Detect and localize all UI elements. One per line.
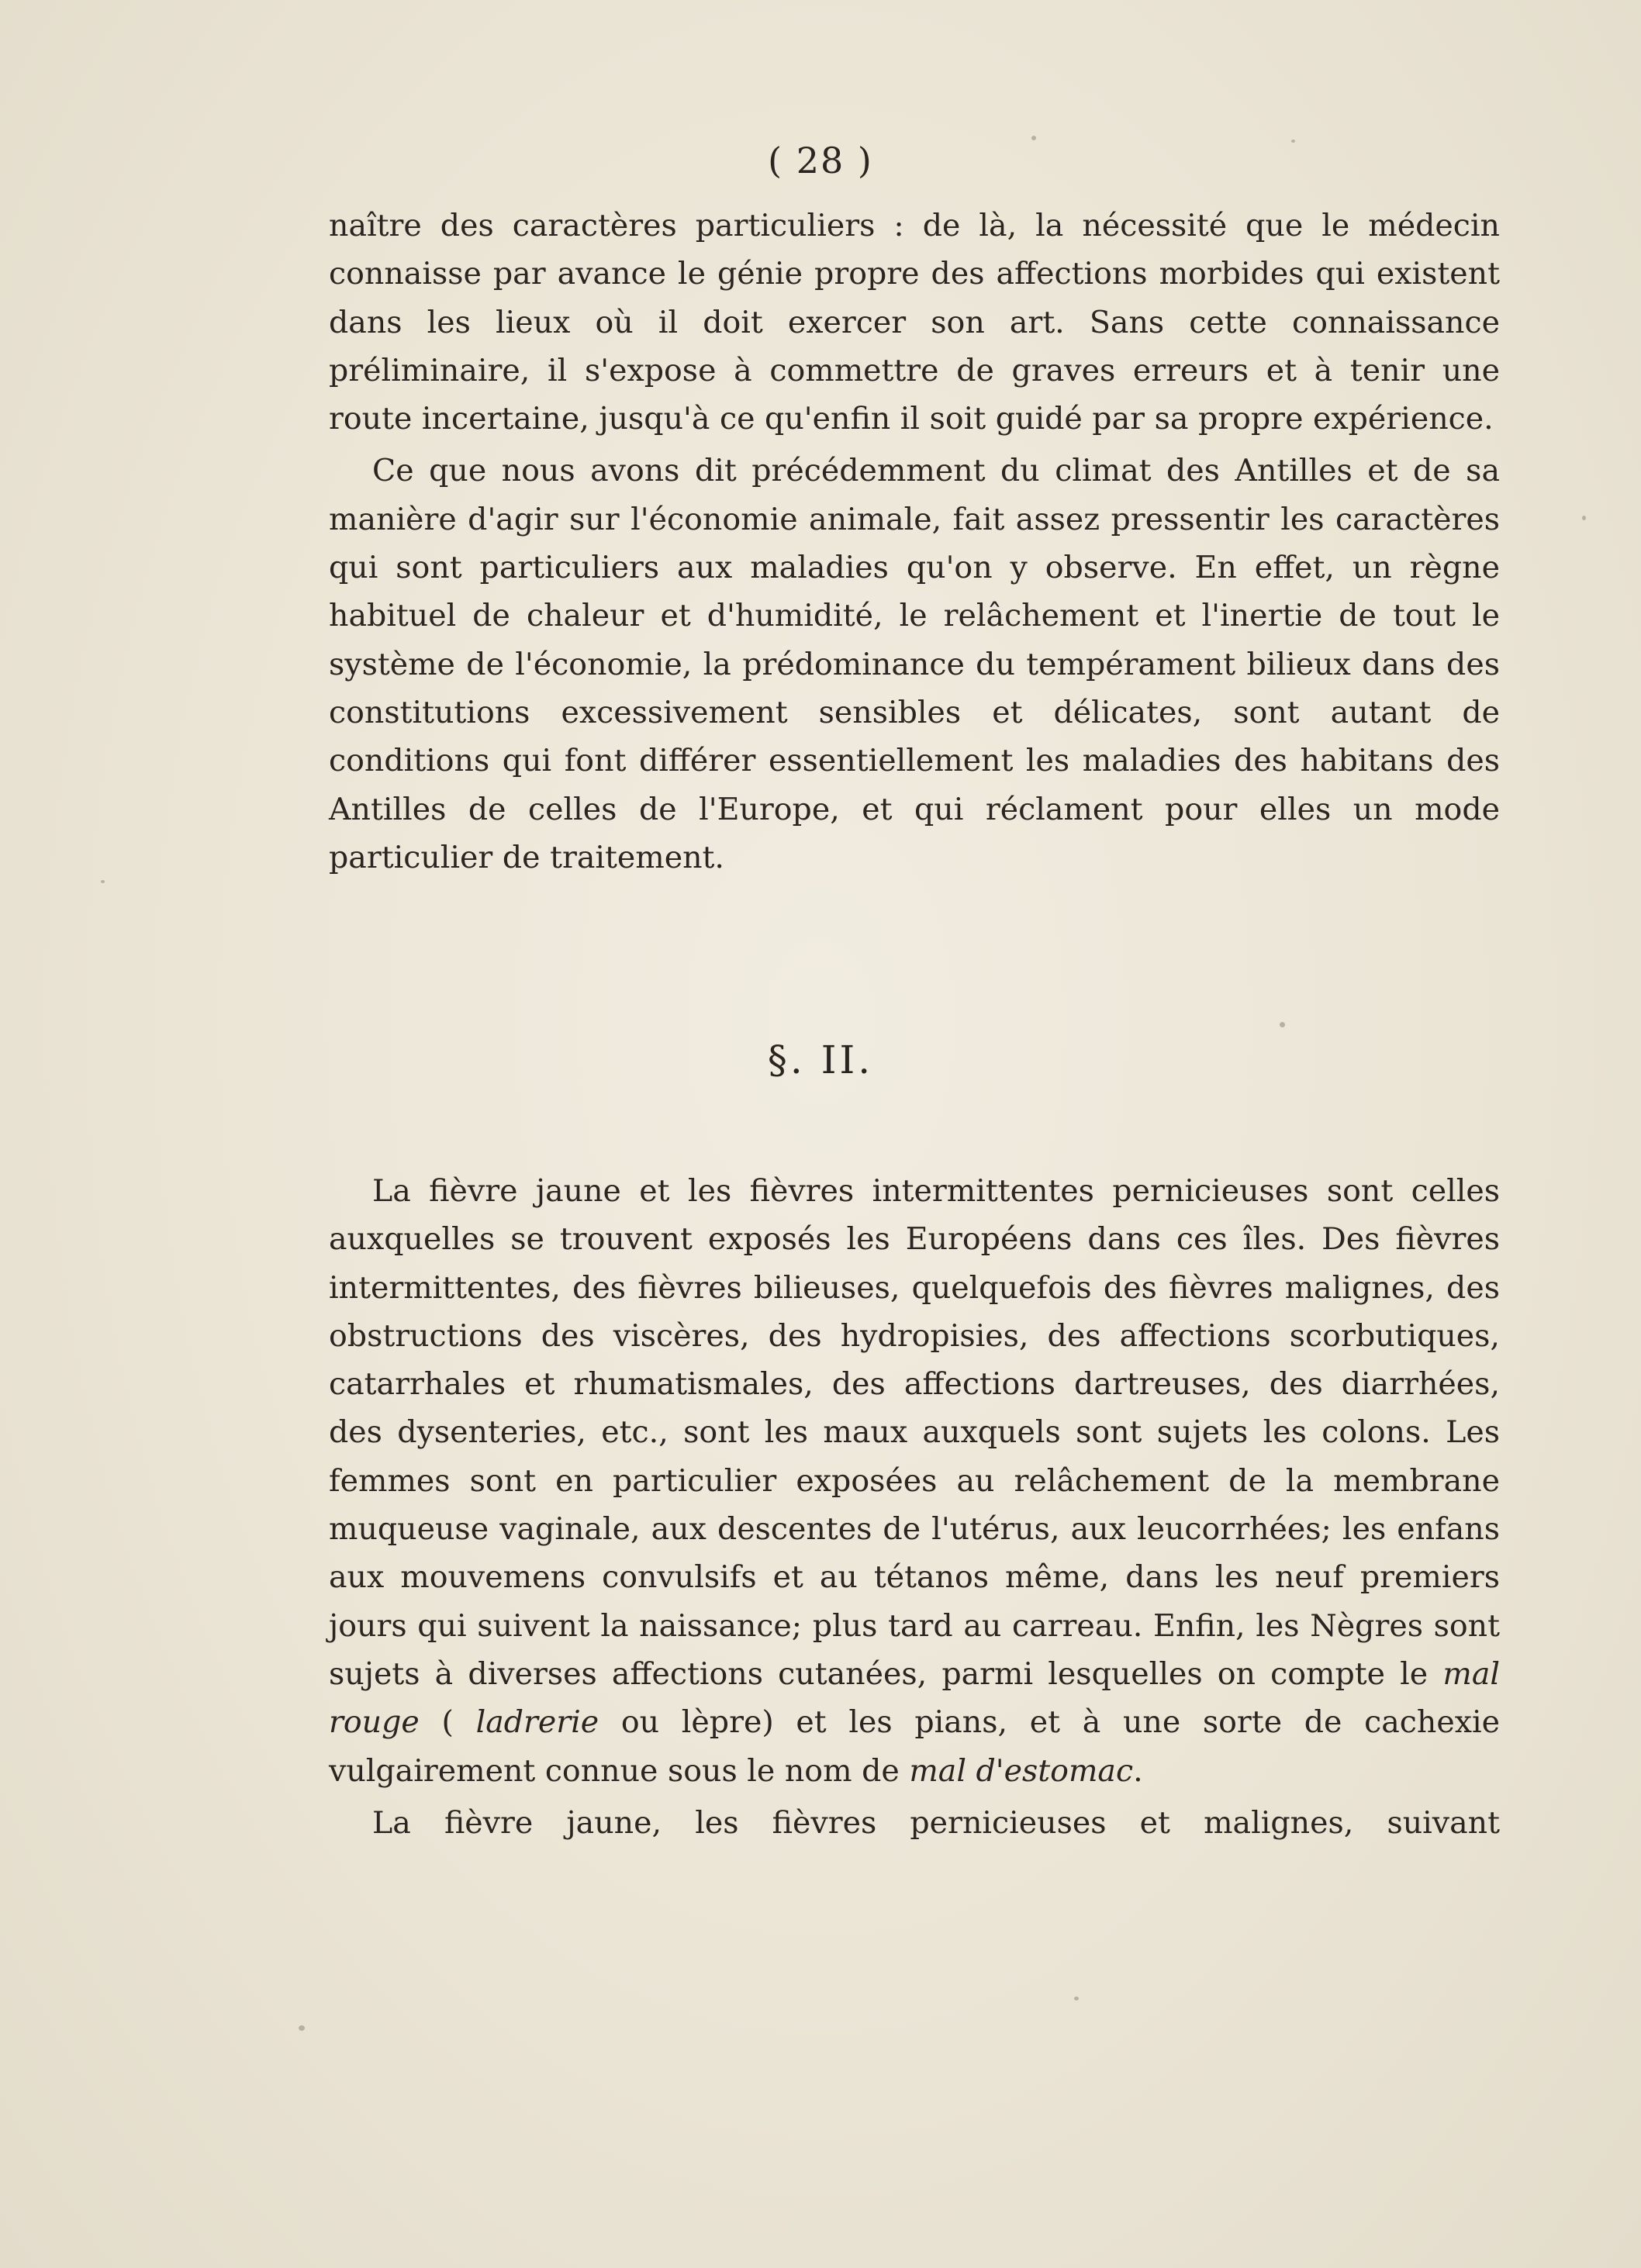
paragraph-3 — [329, 1167, 1500, 1795]
paragraph-2: Ce que nous avons dit précédemment du climat des Antilles et de sa manière d'agir sur l'économie animale, fait assez pressentir les caractères qui sont particuliers aux maladies qu'on y observe. En effet, un règne habituel de chaleur et d'humidité, le relâchement et l'inertie de tout le système de l'économie, la prédominance du tempérament bilieux dans des constitutions excessivement sensibles et délicates, sont autant de conditions qui font différer essentiellement les maladies des habitans des Antilles de celles de l'Europe, et qui réclament pour elles un mode particulier de traitement. — [329, 453, 1500, 875]
paper-speck — [299, 2025, 305, 2031]
paragraph-4: La fièvre jaune, les fièvres pernicieuses et malignes, suivant — [372, 1804, 1500, 1841]
text-block-upper — [329, 202, 1500, 882]
paragraph-3-paren: ( — [419, 1704, 476, 1741]
paper-speck — [101, 880, 105, 883]
paper-speck — [1074, 1997, 1079, 2000]
paper-speck — [1280, 1022, 1285, 1027]
paper-speck — [1582, 516, 1586, 520]
term-ladrerie: ladrerie — [475, 1704, 599, 1741]
page-number: ( 28 ) — [768, 140, 873, 181]
paragraph-3-end: . — [1133, 1752, 1143, 1789]
paragraph-1: naître des caractères particuliers : de là, la nécessité que le médecin connaisse par avance le génie propre des affections morbides qui existent dans les lieux où il doit exercer son art. Sans cette connaissance préliminaire, il s'expose à commettre de graves erreurs et à tenir une route incertaine, jusqu'à ce qu'enfin il soit guidé par sa propre expérience. — [329, 208, 1500, 437]
section-heading: §. II. — [767, 1037, 874, 1082]
paragraph-3-text-a: La fièvre jaune et les fièvres intermittentes pernicieuses sont celles auxquelles se trouvent exposés les Européens dans ces îles. Des fièvres intermittentes, des fièvres bilieuses, quelquefois des fièvres malignes, des obstructions des viscères, des hydropisies, des affections scorbutiques, catarrhales et rhumatismales, des affections dartreuses, des diarrhées, des dysenteries, etc., sont les maux auxquels sont sujets les colons. Les femmes sont en particulier exposées au relâchement de la membrane muqueuse vaginale, aux descentes de l'utérus, aux leucorrhées; les enfans aux mouvemens convulsifs et au tétanos même, dans les neuf premiers jours qui suivent la naissance; plus tard au carreau. Enfin, les Nègres sont sujets à diverses affections cutanées, parmi lesquelles on compte le — [329, 1173, 1500, 1692]
text-block-lower — [329, 1167, 1500, 1847]
paragraph-3-text-b: ou lèpre) et les pians, et à une sorte de cachexie vulgairement connue sous le nom de — [329, 1704, 1500, 1789]
term-mal-rouge: mal rouge — [329, 1655, 1500, 1741]
term-mal-estomac: mal d'estomac — [909, 1752, 1134, 1789]
